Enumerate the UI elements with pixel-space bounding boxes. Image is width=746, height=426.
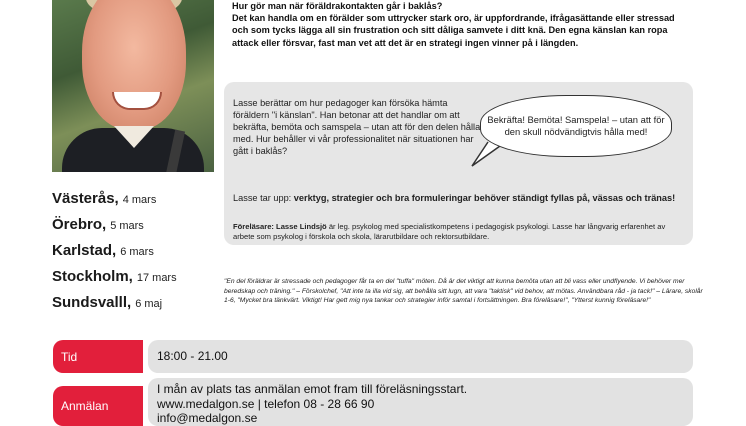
signup-contact[interactable]: www.medalgon.se | telefon 08 - 28 66 90 (157, 396, 375, 411)
city-date: 6 maj (135, 298, 163, 310)
lecturer-label: Föreläsare: Lasse Lindsjö (233, 222, 327, 231)
signup-label: Anmälan (53, 386, 143, 426)
city-name: Sundsvalll, (52, 294, 132, 311)
city-name: Stockholm, (52, 268, 133, 285)
lecturer-text: är leg. psykolog med specialistkompetens i pedagogisk psykologi. Lasse har långvarig erfarenhet av arbete som psykolog i förskola och skola, lärarutbildare och rektorsutbildare. (233, 222, 666, 241)
lecturer-photo (52, 0, 214, 172)
time-label: Tid (53, 340, 143, 373)
city-item (52, 186, 222, 212)
speech-bubble-text: Bekräfta! Bemöta! Samspela! – utan att för den skull nödvändigtvis hålla med! (487, 113, 665, 137)
time-value: 18:00 - 21.00 (148, 340, 693, 373)
city-item (52, 238, 222, 264)
city-name: Örebro, (52, 216, 107, 233)
city-name: Karlstad, (52, 242, 117, 259)
city-list (52, 186, 222, 316)
city-item (52, 290, 222, 316)
lecturer-info (233, 222, 683, 242)
signup-line: I mån av plats tas anmälan emot fram till föreläsningsstart. (157, 382, 468, 396)
testimonials: "En del föräldrar är stressade och pedagoger får ta en del "tuffa" möten. Då är det viktigt att kunna bemöta utan att bli vass eller undflyende. Vi behöver mer beredskap och träning." – Förskolchef, "Att inte ta illa vid sig, att behålla sitt lugn, att vara "taktisk" vid behov, att mötas. Användbara råd - ja tack!" – Lärare, skolår 1-6, "Mycket bra tänkvärt. Viktigt! Har gett mig nya tankar och strategier inför samtal i fortsättningen. Bra föreläsare!", "Ytterst kunnig föreläsare!" (224, 278, 703, 304)
city-date: 4 mars (122, 194, 157, 206)
intro-text: Det kan handla om en förälder som uttrycker stark oro, är uppfordrande, ifrågasättande eller stressad och som tycks lägga all sin frustration och sitt dåliga samvete i ditt knä. Den egna känslan kan ropa attack eller försvar, fast man vet att det är en strategi ingen vinner på i längden. (232, 13, 675, 48)
city-item (52, 212, 222, 238)
city-date: 17 mars (136, 272, 177, 284)
speech-bubble (480, 95, 672, 157)
city-date: 5 mars (110, 220, 144, 232)
city-date: 6 mars (120, 246, 154, 258)
city-item (52, 264, 222, 290)
topics-bold: verktyg, strategier och bra formuleringar behöver ständigt fyllas på, vässas och tränas! (293, 193, 676, 203)
intro-section (232, 0, 692, 49)
signup-email[interactable]: info@medalgon.se (157, 411, 258, 425)
description-paragraph: Lasse berättar om hur pedagoger kan försöka hämta föräldern "i känslan". Han betonar att det handlar om att bekräfta, bemöta och samspela – utan att för den delen hålla med. Hur behåller vi vår professionalitet när situationen har gått i baklås? (233, 98, 481, 157)
topics-lead: Lasse tar upp: (233, 193, 294, 203)
intro-heading: Hur gör man när föräldrakontakten går i baklås? (232, 1, 443, 11)
topics-text (233, 192, 683, 204)
city-name: Västerås, (52, 190, 119, 207)
